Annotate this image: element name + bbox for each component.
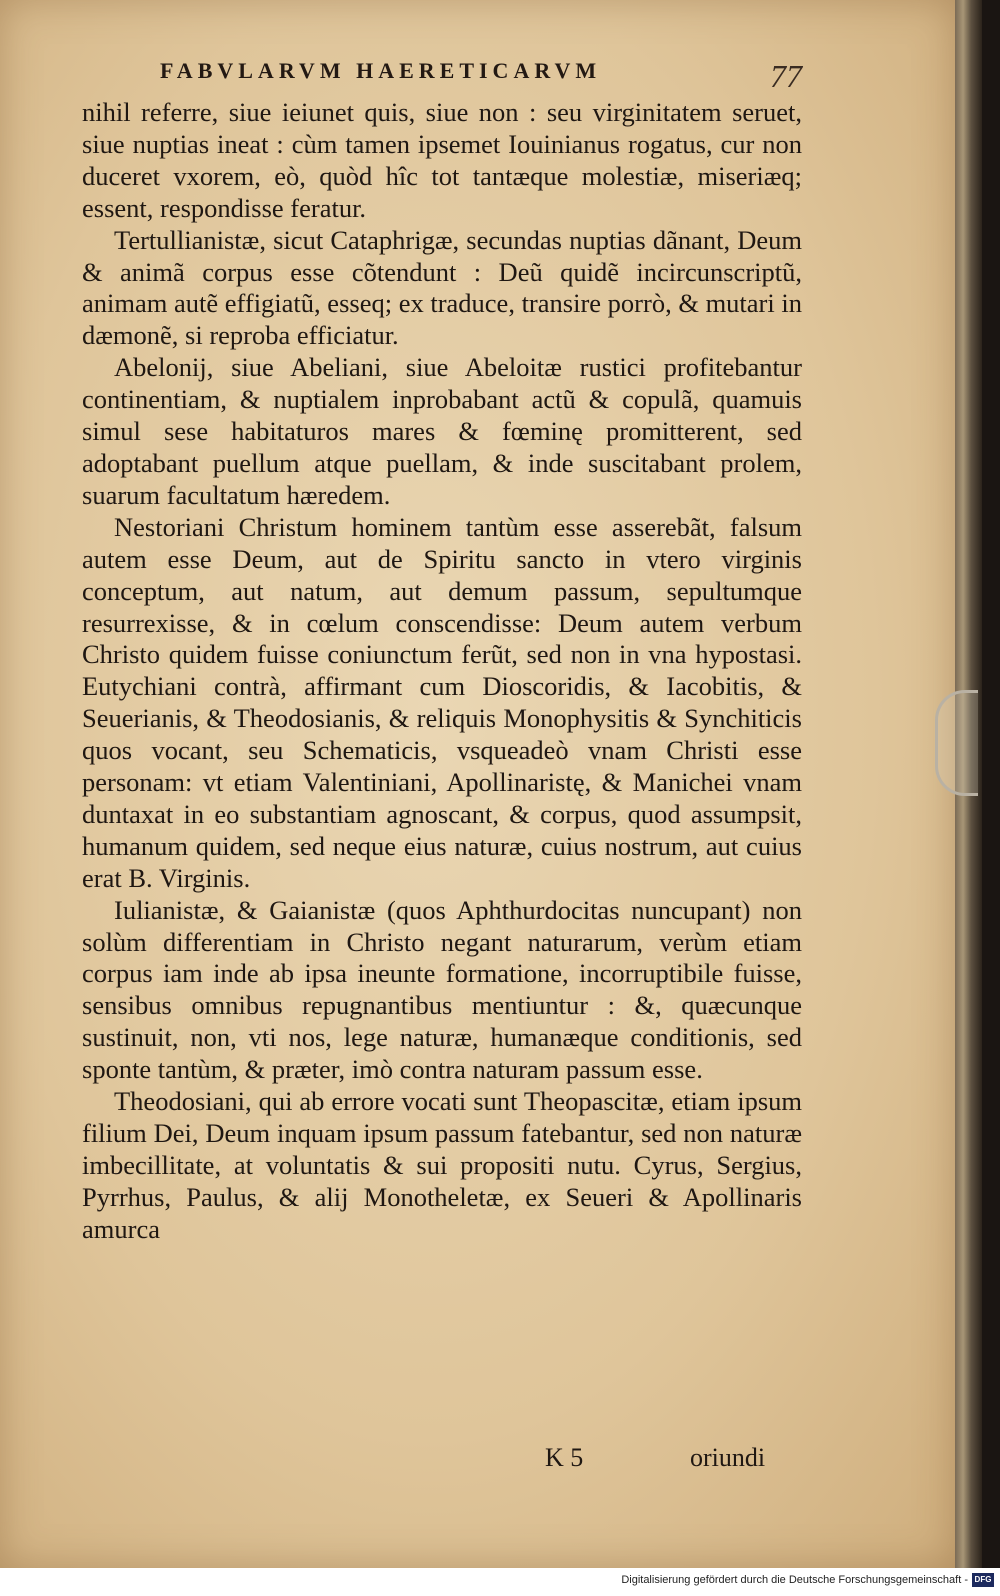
folio-number: 77 xyxy=(770,58,802,94)
footer-credit: Digitalisierung gefördert durch die Deutsche Forschungsgemeinschaft - xyxy=(621,1574,968,1586)
running-head: FABVLARVM HAERETICARVM xyxy=(160,58,602,83)
paragraph: nihil referre, siue ieiunet quis, siue non : seu virginitatem seruet, siue nuptias ineat : cùm tamen ipsemet Iouinianus rogatus, cur non duceret vxorem, eò, quòd hîc tot tantæque molestiæ, miseriæq; essent, respondisse feratur. xyxy=(82,97,802,223)
paragraph: Theodosiani, qui ab errore vocati sunt Theopascitæ, etiam ipsum filium Dei, Deum inquam ipsum passum fatebantur, sed non naturæ imbecillitate, at voluntatis & sui propositi nutu. Cyrus, Sergius, Pyrrhus, Paulus, & alij Monotheletæ, ex Seueri & Apollinaris amurca xyxy=(82,1086,802,1244)
paragraph: Nestoriani Christum hominem tantùm esse asserebãt, falsum autem esse Deum, aut de Spiritu sancto in vtero virginis conceptum, aut natum, aut demum passum, sepultumque resurrexisse, & in cœlum conscendisse: Deum autem verbum Christo quidem fuisse coniunctum ferũt, sed non in vna hypostasi. Eutychiani contrà, affirmant cum Dioscoridis, & Iacobitis, & Seuerianis, & Theodosianis, & reliquis Monophysitis & Synchiticis quos vocant, seu Schematicis, vsqueadeò vnam Christi esse personam: vt etiam Valentiniani, Apollinaristę, & Manichei vnam duntaxat in eo substantiam agnoscant, & corpus, quod assumpsit, humanum quidem, sed neque eius naturæ, cuius nostrum, aut cuius erat B. Virginis. xyxy=(82,511,802,893)
paragraph: Iulianistæ, & Gaianistæ (quos Aphthurdocitas nuncupant) non solùm differentiam in Christo negant naturarum, verùm etiam corpus iam inde ab ipsa ineunte formatione, incorruptibile fuisse, sensibus omnibus repugnantibus mentiuntur : &, quæcunque sustinuit, non, vti nos, lege naturæ, humanæque conditionis, sed sponte tantùm, & præter, imò contra naturam passum esse. xyxy=(82,894,802,1085)
paragraph: Abelonij, siue Abeliani, siue Abeloitæ rustici profitebantur continentiam, & nuptialem inprobabant actũ & copulã, quamuis simul sese habitaturos mares & fœminę promitterent, sed adoptabant puellum atque puellam, & inde suscitabant prolem, suarum facultatum hæredem. xyxy=(82,352,802,510)
page-clip xyxy=(935,690,978,796)
catchword: oriundi xyxy=(690,1443,766,1472)
paragraph: Tertullianistæ, sicut Cataphrigæ, secundas nuptias dãnant, Deum & animã corpus esse cõtendunt : Deũ quidẽ incircunscriptũ, animam autẽ effigiatũ, esseq; ex traduce, transire porrò, & mutari in dæmonẽ, si reproba efficiatur. xyxy=(82,224,802,351)
body-text xyxy=(82,97,802,1246)
signature-mark: K 5 xyxy=(545,1443,584,1472)
dfg-logo: DFG xyxy=(972,1573,994,1587)
